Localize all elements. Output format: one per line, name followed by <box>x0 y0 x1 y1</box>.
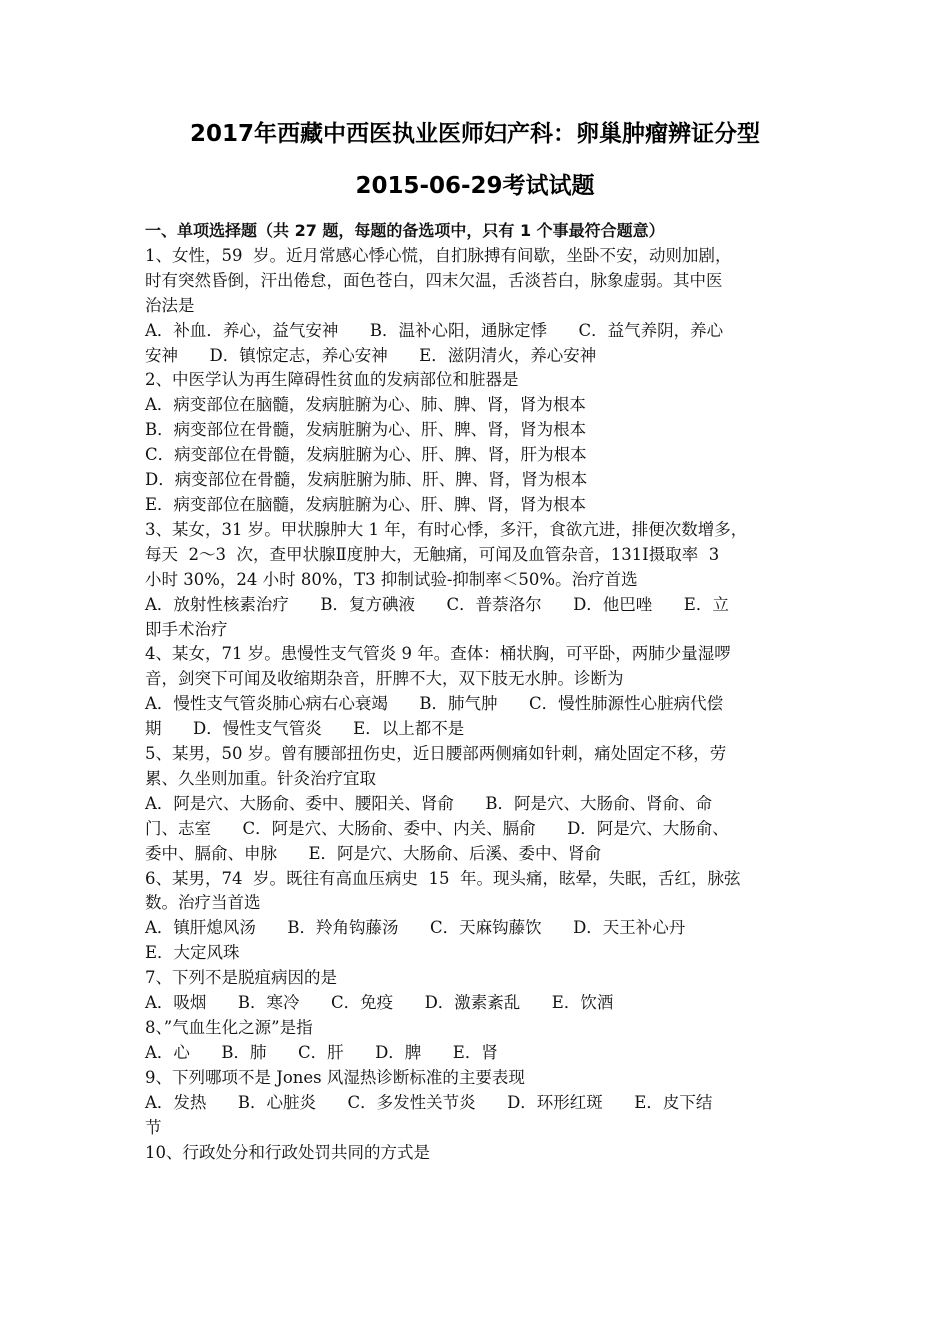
text-line: 2、中医学认为再生障碍性贫血的发病部位和脏器是 <box>145 370 519 390</box>
question-body <box>145 219 820 1165</box>
text-line: 委中、膈俞、申脉 E．阿是穴、大肠俞、后溪、委中、肾俞 <box>145 843 602 863</box>
text-line: A．放射性核素治疗 B．复方碘液 C．普萘洛尔 D．他巴唑 E．立 <box>145 594 729 614</box>
document-title-line-1: 2017年西藏中西医执业医师妇产科：卵巢肿瘤辨证分型 <box>189 121 760 147</box>
text-line: A．阿是穴、大肠俞、委中、腰阳关、肾俞 B．阿是穴、大肠俞、肾俞、命 <box>145 793 713 813</box>
text-line: 时有突然昏倒，汗出倦怠，面色苍白，四末欠温，舌淡苔白，脉象虚弱。其中医 <box>145 270 723 290</box>
text-line: E．病变部位在脑髓，发病脏腑为心、肝、脾、肾，肾为根本 <box>145 494 587 514</box>
text-line: 4、某女，71 岁。患慢性支气管炎 9 年。查体：桶状胸，可平卧，两肺少量湿啰 <box>145 644 731 664</box>
text-line: 每天 2～3 次，查甲状腺Ⅱ度肿大，无触痛，可闻及血管杂音，131Ⅰ摄取率 3 <box>145 544 720 564</box>
text-line: A．慢性支气管炎肺心病右心衰竭 B．肺气肿 C．慢性肺源性心脏病代偿 <box>145 694 724 714</box>
text-line: 安神 D．镇惊定志，养心安神 E．滋阴清火，养心安神 <box>145 345 597 365</box>
text-line: 数。治疗当首选 <box>145 893 261 913</box>
text-line: 9、下列哪项不是 Jones 风湿热诊断标准的主要表现 <box>145 1067 525 1087</box>
text-line: A．病变部位在脑髓，发病脏腑为心、肺、脾、肾，肾为根本 <box>145 395 586 415</box>
text-line: A．心 B．肺 C．肝 D．脾 E．肾 <box>145 1042 498 1062</box>
text-line: 6、某男，74 岁。既往有高血压病史 15 年。现头痛，眩晕，失眠，舌红，脉弦 <box>145 868 741 888</box>
text-line: 小时 30%，24 小时 80%，T3 抑制试验-抑制率＜50%。治疗首选 <box>145 569 638 589</box>
text-line: 累、久坐则加重。针灸治疗宜取 <box>145 768 376 788</box>
document-title-line-2: 2015-06-29考试试题 <box>355 173 595 199</box>
text-line: A．发热 B．心脏炎 C．多发性关节炎 D．环形红斑 E．皮下结 <box>145 1092 713 1112</box>
text-line: A．补血．养心，益气安神 B．温补心阳，通脉定悸 C．益气养阴，养心 <box>145 320 724 340</box>
text-line: C．病变部位在骨髓，发病脏腑为心、肝、脾、肾，肝为根本 <box>145 445 587 465</box>
section-heading: 一、单项选择题（共 27 题，每题的备选项中，只有 1 个事最符合题意） <box>145 221 665 240</box>
text-line: 1、女性，59 岁。近月常感心悸心慌，自扪脉搏有间歇，坐卧不安，动则加剧， <box>145 245 732 265</box>
text-line: 期 D．慢性支气管炎 E．以上都不是 <box>145 719 465 739</box>
text-line: 即手术治疗 <box>145 619 228 639</box>
text-line: 8、”气血生化之源”是指 <box>145 1018 313 1037</box>
text-line: 门、志室 C．阿是穴、大肠俞、委中、内关、膈俞 D．阿是穴、大肠俞、 <box>145 818 729 838</box>
text-line: 3、某女，31 岁。甲状腺肿大 1 年，有时心悸，多汗，食欲亢进，排便次数增多， <box>145 519 748 539</box>
text-line: 5、某男，50 岁。曾有腰部扭伤史，近日腰部两侧痛如针刺，痛处固定不移，劳 <box>145 744 727 764</box>
text-line: 音，剑突下可闻及收缩期杂音，肝脾不大，双下肢无水肿。诊断为 <box>145 669 624 689</box>
text-line: A．镇肝熄风汤 B．羚角钩藤汤 C．天麻钩藤饮 D．天王补心丹 <box>145 918 686 938</box>
text-line: 7、下列不是脱疽病因的是 <box>145 968 337 988</box>
text-line: 节 <box>145 1117 162 1137</box>
text-line: 治法是 <box>145 295 195 315</box>
text-line: A．吸烟 B．寒冷 C．免疫 D．激素紊乱 E．饮酒 <box>145 993 614 1013</box>
question-lines <box>145 244 820 1166</box>
text-line: E．大定风珠 <box>145 943 240 963</box>
text-line: 10、行政处分和行政处罚共同的方式是 <box>145 1142 430 1162</box>
text-line: D．病变部位在骨髓，发病脏腑为肺、肝、脾、肾，肾为根本 <box>145 470 588 490</box>
text-line: B．病变部位在骨髓，发病脏腑为心、肝、脾、肾，肾为根本 <box>145 420 587 440</box>
